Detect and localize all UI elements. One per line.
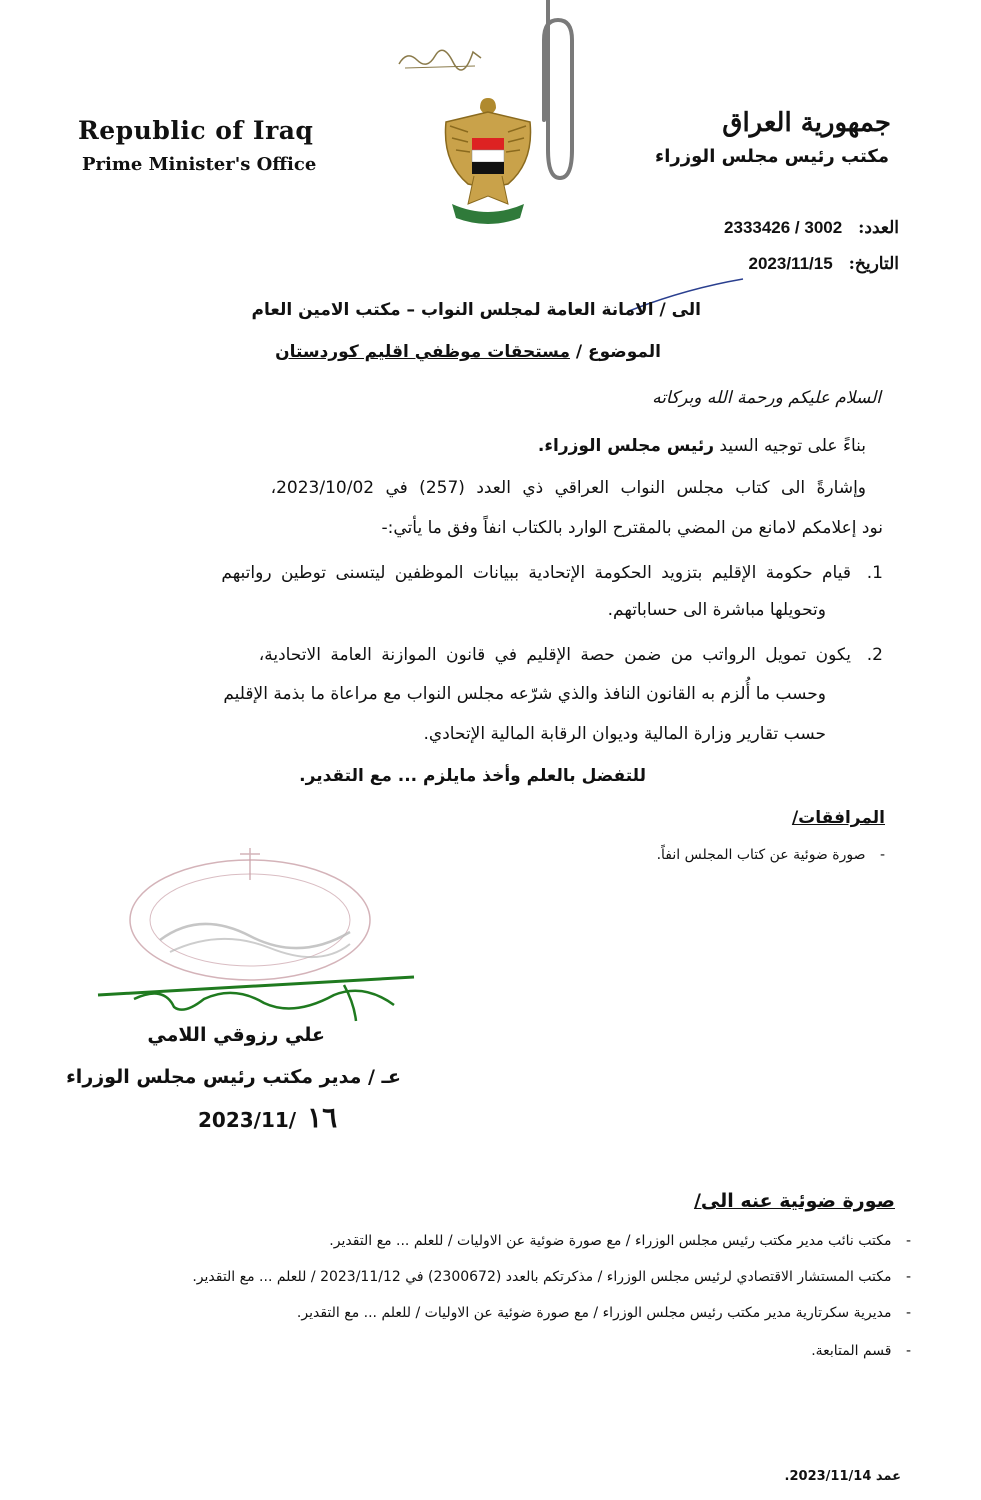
signatory-name: علي رزوقي اللامي xyxy=(147,1024,325,1046)
reference-number-value: 2333426 / 3002 xyxy=(724,218,843,237)
cc-item-text: مديرية سكرتارية مدير مكتب رئيس مجلس الوزراء / مع صورة ضوئية عن الاوليات / للعلم ... مع التقدير. xyxy=(296,1305,892,1321)
addressee: الى / الامانة العامة لمجلس النواب – مكتب الامين العام xyxy=(251,300,701,320)
signatory-date-handwritten: ١٦ xyxy=(307,1101,338,1134)
letterhead-english-subtitle: Prime Minister's Office xyxy=(82,154,317,175)
cc-item-text: مكتب المستشار الاقتصادي لرئيس مجلس الوزراء / مذكرتكم بالعدد (2300672) في 2023/11/12 / للعلم ... مع التقدير. xyxy=(192,1269,892,1285)
cc-label: صورة ضوئية عنه الى/ xyxy=(693,1190,895,1212)
attachment-item xyxy=(657,848,885,862)
list-dash: - xyxy=(905,1343,911,1359)
letterhead-english-title: Republic of Iraq xyxy=(78,116,314,145)
list-item-1-line-1: قيام حكومة الإقليم بتزويد الحكومة الإتحادية ببيانات الموظفين ليتسنى توطين رواتبهم xyxy=(221,563,851,583)
subject-line xyxy=(275,344,661,361)
attachment-item-text: صورة ضوئية عن كتاب المجلس انفاً. xyxy=(656,847,866,863)
reference-date xyxy=(749,254,899,274)
list-dash: - xyxy=(905,1233,911,1249)
letterhead-arabic-subtitle: مكتب رئيس مجلس الوزراء xyxy=(655,146,889,167)
signatory-date-printed: 2023/11/ xyxy=(198,1108,297,1132)
handwritten-scribble xyxy=(395,42,485,74)
cc-item-text: مكتب نائب مدير مكتب رئيس مجلس الوزراء / مع صورة ضوئية عن الاوليات / للعلم ... مع التقدير. xyxy=(329,1233,892,1249)
list-dash: - xyxy=(905,1269,911,1285)
letterhead-arabic-title: جمهورية العراق xyxy=(722,108,891,138)
iraq-emblem-icon xyxy=(438,92,538,232)
greeting: السلام عليكم ورحمة الله وبركاته xyxy=(652,388,881,408)
list-dash: - xyxy=(905,1305,911,1321)
signatory-date xyxy=(198,1101,338,1134)
closing-line: للتفضل بالعلم وأخذ مايلزم ... مع التقدير. xyxy=(299,766,646,786)
reference-number xyxy=(724,218,899,238)
attachments-label: المرافقات/ xyxy=(791,808,885,828)
cc-item-text: قسم المتابعة. xyxy=(811,1343,892,1359)
body-line-1 xyxy=(538,438,866,455)
list-item-1-line-2: وتحويلها مباشرة الى حساباتهم. xyxy=(607,600,826,620)
handwritten-signature xyxy=(94,955,424,1025)
list-item-2-number: 2. xyxy=(866,645,883,665)
body-line-3: نود إعلامكم لامانع من المضي بالمقترح الوارد بالكتاب انفاً وفق ما يأتي:- xyxy=(381,518,883,538)
reference-number-label: العدد: xyxy=(858,218,899,238)
subject-label: الموضوع / xyxy=(575,342,661,362)
list-item-2-line-1: يكون تمويل الرواتب من ضمن حصة الإقليم في قانون الموازنة العامة الاتحادية، xyxy=(258,645,851,665)
cc-item xyxy=(811,1344,911,1358)
cc-item xyxy=(329,1234,911,1248)
body-line-1-prefix: بناءً على توجيه السيد xyxy=(719,436,866,456)
body-line-1-emphasis: رئيس مجلس الوزراء. xyxy=(537,436,715,456)
footer-note: عمد 2023/11/14. xyxy=(784,1469,901,1484)
reference-date-label: التاريخ: xyxy=(848,254,899,274)
subject-value: مستحقات موظفي اقليم كوردستان xyxy=(275,342,570,362)
list-dash: - xyxy=(879,847,885,863)
signatory-title: عـ / مدير مكتب رئيس مجلس الوزراء xyxy=(66,1066,401,1088)
reference-date-value: 2023/11/15 xyxy=(748,254,833,273)
list-item-2-line-3: حسب تقارير وزارة المالية وديوان الرقابة المالية الإتحادي. xyxy=(423,724,826,744)
cc-item xyxy=(192,1270,911,1284)
list-item-1-number: 1. xyxy=(866,563,883,583)
cc-item xyxy=(297,1306,911,1320)
list-item-2-line-2: وحسب ما أُلزم به القانون النافذ والذي شرّعه مجلس النواب مع مراعاة ما بذمة الإقليم xyxy=(223,684,826,704)
body-line-2: وإشارةً الى كتاب مجلس النواب العراقي ذي العدد (257) في 2023/10/02، xyxy=(270,478,866,498)
